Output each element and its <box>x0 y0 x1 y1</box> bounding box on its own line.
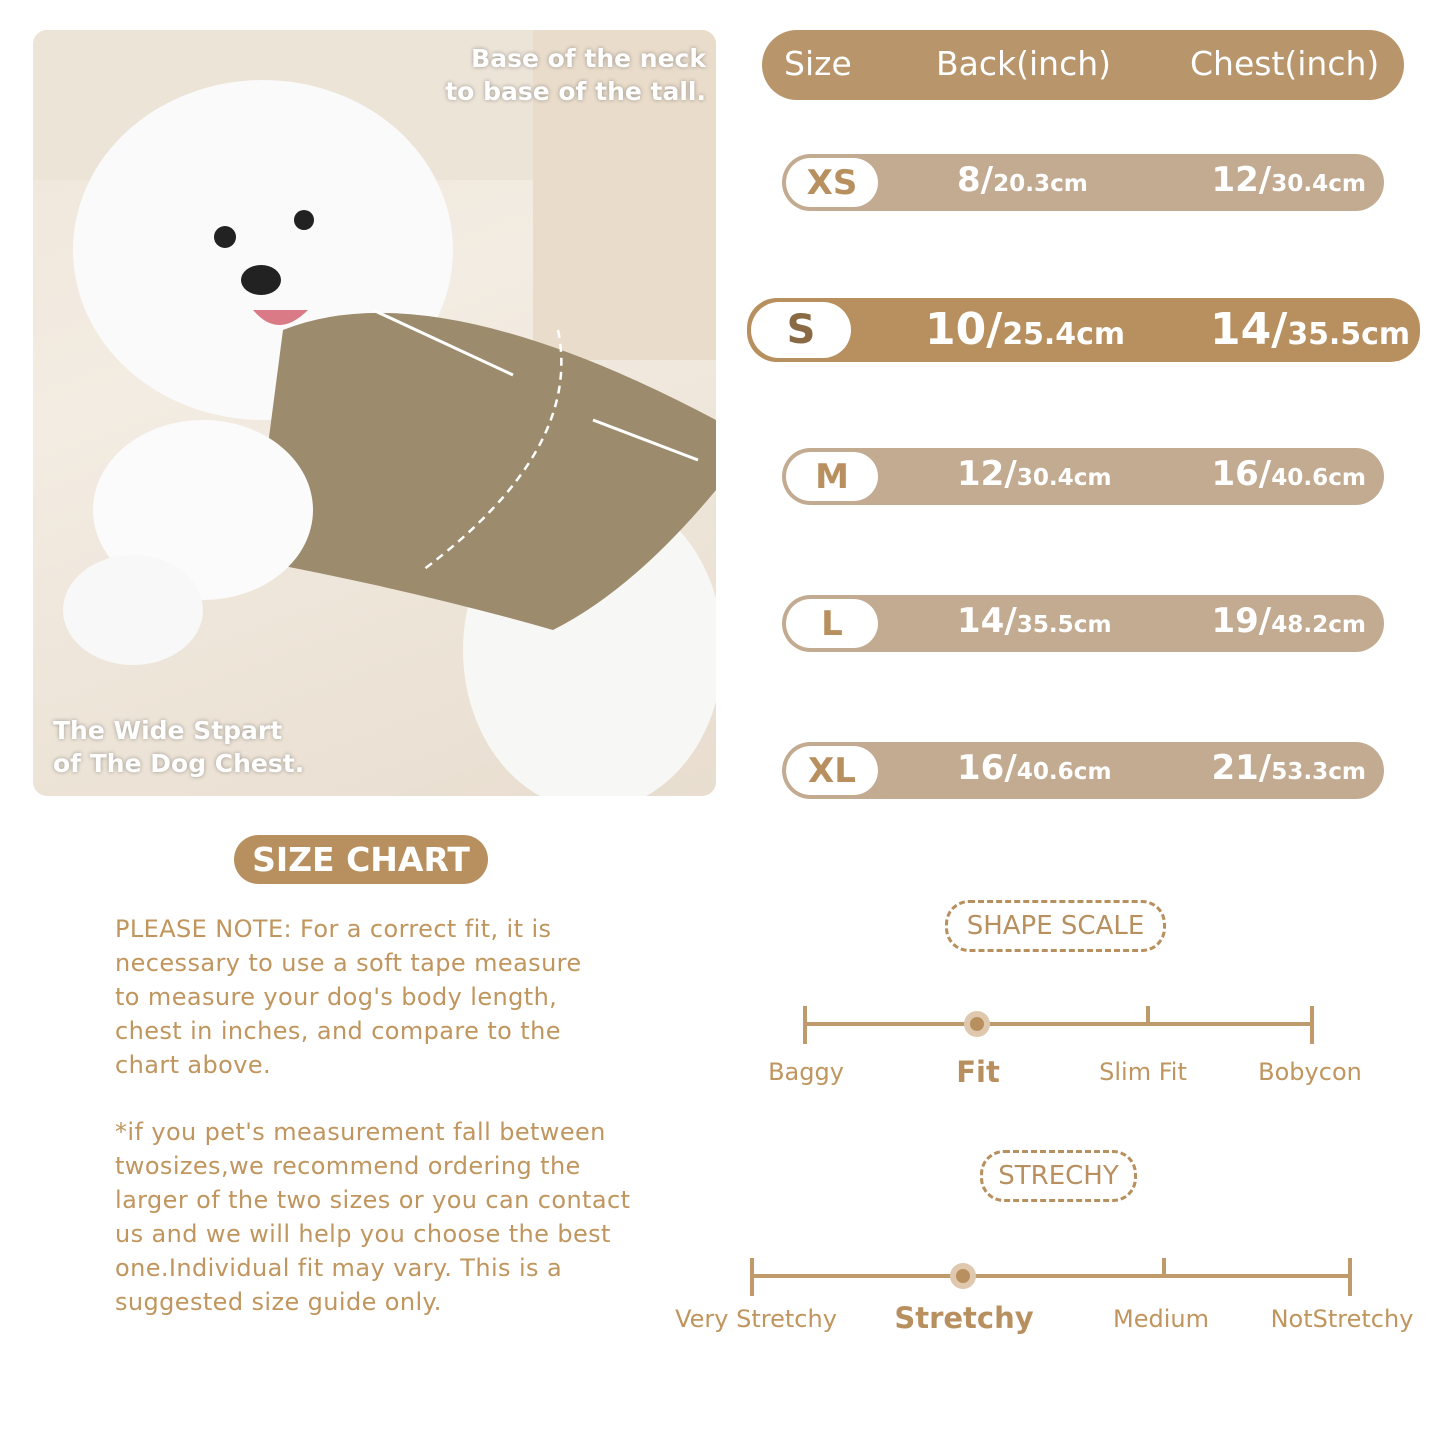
stretch-scale-line <box>752 1274 1351 1278</box>
scale-label: Slim Fit <box>1099 1058 1187 1086</box>
caption-line: of The Dog Chest. <box>53 749 305 778</box>
header-back: Back(inch) <box>936 44 1112 83</box>
back-inches: 8/ <box>957 160 994 200</box>
scale-tick <box>1348 1258 1352 1296</box>
size-chip <box>751 302 851 358</box>
chest-cm: 53.3cm <box>1271 759 1366 785</box>
chest-inches: 14/ <box>1210 304 1288 355</box>
back-inches: 16/ <box>957 748 1017 788</box>
size-label: XS <box>806 162 858 203</box>
chest-measurement <box>1211 160 1366 200</box>
chest-inches: 16/ <box>1211 454 1272 494</box>
shape-scale-marker <box>964 1011 990 1037</box>
size-row-xs <box>782 154 1384 211</box>
back-cm: 20.3cm <box>993 171 1088 197</box>
header-size: Size <box>784 44 852 83</box>
note-line: PLEASE NOTE: For a correct fit, it is <box>115 915 552 943</box>
between-sizes-note <box>115 1115 715 1319</box>
scale-label: Bobycon <box>1258 1058 1362 1086</box>
note-line: suggested size guide only. <box>115 1288 442 1316</box>
stretch-scale-title: STRECHY <box>980 1150 1137 1202</box>
scale-label: Very Stretchy <box>675 1305 837 1333</box>
note-line: necessary to use a soft tape measure <box>115 949 582 977</box>
shape-scale-line <box>805 1022 1313 1026</box>
size-label: XL <box>808 750 856 791</box>
back-cm: 40.6cm <box>1016 759 1112 785</box>
size-chip <box>786 452 878 501</box>
fit-note <box>115 912 715 1082</box>
size-chip <box>786 158 878 207</box>
caption-line: Base of the neck <box>471 44 706 73</box>
size-table-header <box>762 30 1404 100</box>
scale-tick <box>1146 1006 1150 1024</box>
back-measurement <box>925 304 1125 355</box>
note-line: larger of the two sizes or you can contact <box>115 1186 631 1214</box>
chest-cm: 48.2cm <box>1271 612 1366 638</box>
chest-inches: 21/ <box>1211 748 1272 788</box>
size-label: M <box>815 456 849 497</box>
note-line: chest in inches, and compare to the <box>115 1017 561 1045</box>
chest-cm: 40.6cm <box>1271 465 1366 491</box>
caption-line: The Wide Stpart <box>53 716 283 745</box>
chest-cm: 30.4cm <box>1271 171 1366 197</box>
size-row-s <box>747 298 1420 362</box>
back-cm: 25.4cm <box>1002 317 1125 352</box>
back-cm: 30.4cm <box>1016 465 1112 491</box>
chest-inches: 19/ <box>1211 601 1272 641</box>
dog-photo <box>33 30 716 796</box>
back-inches: 14/ <box>957 601 1017 641</box>
scale-label-selected: Fit <box>956 1055 1000 1089</box>
note-line: us and we will help you choose the best <box>115 1220 611 1248</box>
back-cm: 35.5cm <box>1016 612 1112 638</box>
note-line: chart above. <box>115 1051 272 1079</box>
chest-inches: 12/ <box>1211 160 1272 200</box>
scale-label: Baggy <box>768 1058 844 1086</box>
chest-measurement <box>1210 304 1410 355</box>
header-chest: Chest(inch) <box>1190 44 1380 83</box>
note-line: *if you pet's measurement fall between <box>115 1118 606 1146</box>
scale-tick <box>1162 1258 1166 1276</box>
neck-to-tail-caption <box>445 42 706 108</box>
scale-label-selected: Stretchy <box>894 1301 1034 1335</box>
chest-measurement <box>1211 601 1366 641</box>
size-label: L <box>821 603 843 644</box>
note-line: to measure your dog's body length, <box>115 983 558 1011</box>
chest-measurement <box>1211 454 1366 494</box>
note-line: one.Individual fit may vary. This is a <box>115 1254 563 1282</box>
back-measurement <box>957 160 1088 200</box>
size-row-m <box>782 448 1384 505</box>
scale-label: NotStretchy <box>1270 1305 1414 1333</box>
caption-line: to base of the tall. <box>445 77 706 106</box>
chest-cm: 35.5cm <box>1287 317 1410 352</box>
scale-tick <box>803 1006 807 1044</box>
back-inches: 10/ <box>925 304 1003 355</box>
back-measurement <box>957 748 1112 788</box>
size-row-l <box>782 595 1384 652</box>
size-chip <box>786 746 878 795</box>
shape-scale-title: SHAPE SCALE <box>945 900 1166 952</box>
dog-in-sweater-illustration <box>33 30 716 796</box>
scale-label: Medium <box>1113 1305 1209 1333</box>
size-row-xl <box>782 742 1384 799</box>
note-line: twosizes,we recommend ordering the <box>115 1152 581 1180</box>
back-measurement <box>957 454 1112 494</box>
stretch-scale-marker <box>950 1263 976 1289</box>
size-chip <box>786 599 878 648</box>
size-chart-title: SIZE CHART <box>234 835 488 884</box>
scale-tick <box>750 1258 754 1296</box>
chest-caption <box>53 714 304 780</box>
chest-measurement <box>1211 748 1366 788</box>
size-label: S <box>786 307 816 353</box>
back-measurement <box>957 601 1112 641</box>
scale-tick <box>1310 1006 1314 1044</box>
back-inches: 12/ <box>957 454 1017 494</box>
